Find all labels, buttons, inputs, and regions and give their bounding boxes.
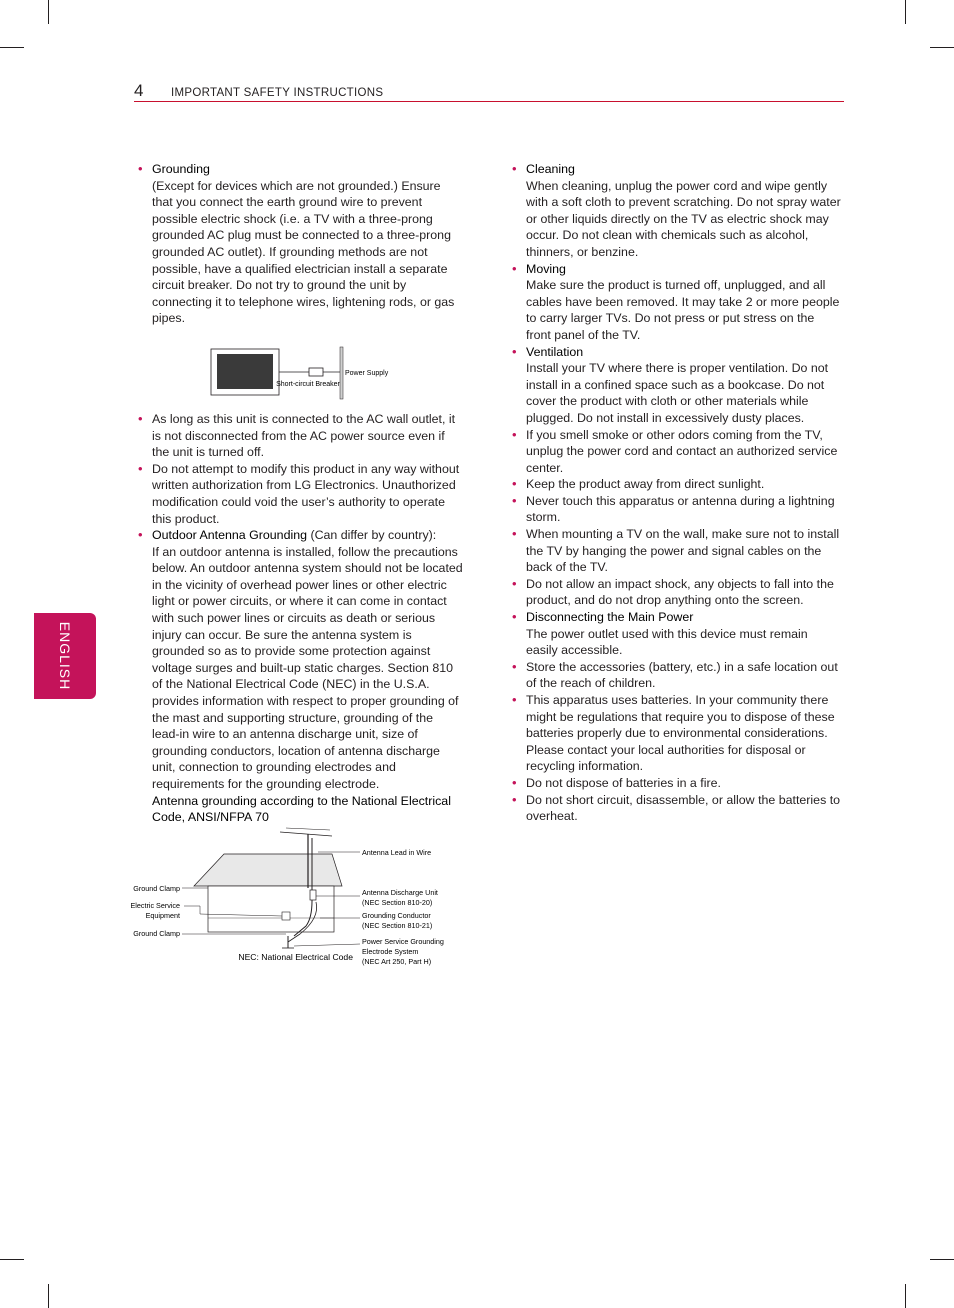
antenna-element	[280, 832, 332, 836]
electric-service-label: Electric Service	[130, 900, 180, 910]
crop-mark	[48, 0, 49, 24]
ground-clamp-bottom-label: Ground Clamp	[133, 928, 180, 938]
electrode-label-2: Electrode System	[362, 946, 419, 956]
ac-wall-item: • As long as this unit is connected to the AC wall outlet, it is not disconnected from the AC power source even if the unit is turned off.	[138, 411, 464, 461]
ground-clamp-top-label: Ground Clamp	[133, 883, 180, 893]
crop-mark	[905, 0, 906, 24]
batteries-item: • This apparatus uses batteries. In your community there might be regulations that require you to dispose of these batteries properly due to environmental considerations. Please contact your local authorities for disposal or recycling information.	[512, 692, 842, 775]
language-tab	[34, 613, 96, 699]
crop-mark	[905, 1284, 906, 1308]
leader-line	[294, 944, 360, 946]
cleaning-heading: • Cleaning	[526, 162, 575, 176]
page-number: 4	[134, 81, 144, 100]
page-header	[134, 81, 844, 102]
disconnecting-body: The power outlet used with this device must remain easily accessible.	[526, 626, 808, 658]
tv-grounding-svg	[138, 327, 464, 411]
tv-grounding-diagram	[138, 327, 464, 411]
electrode-section: (NEC Art 250, Part H)	[362, 956, 432, 966]
power-supply-label: Power Supply	[345, 369, 389, 377]
grounding-body: (Except for devices which are not grounded.) Ensure that you connect the earth ground wire to prevent possible electric shock (i.e. a TV with a three-prong grounded AC plug must be connected to a three-prong grounded AC outlet). If grounding methods are not possible, have a qualified electrician install a separate circuit breaker. Do not try to ground the unit by connecting it to telephone wires, lightening rods, or gas pipes.	[152, 178, 455, 326]
breaker-label: Short-circuit Breaker	[276, 380, 340, 388]
grounding-item	[138, 161, 464, 327]
antenna-element	[286, 828, 330, 830]
moving-heading: • Moving	[526, 261, 566, 276]
outdoor-antenna-heading-suffix: (Can differ by country):	[307, 528, 437, 543]
electrode-label: Power Service Grounding	[362, 936, 444, 946]
sunlight-item: • Keep the product away from direct sunlight.	[512, 476, 842, 493]
discharge-unit-section: (NEC Section 810-20)	[362, 897, 433, 907]
electric-service-label-2: Equipment	[145, 910, 180, 920]
ventilation-body: Install your TV where there is proper ventilation. Do not install in a confined space such as a bookcase. Do not cover the product with cloth or other materials while plugged. Do not install in excessively dusty places.	[526, 361, 829, 425]
right-column	[512, 161, 842, 825]
antenna-grounding-diagram	[124, 826, 464, 978]
ventilation-heading: • Ventilation	[526, 344, 584, 359]
crop-mark	[48, 1284, 49, 1308]
lead-in-wire-label: Antenna Lead in Wire	[362, 847, 432, 857]
language-tab-label: ENGLISH	[57, 621, 73, 691]
lightning-item: • Never touch this apparatus or antenna during a lightning storm.	[512, 493, 842, 526]
disconnecting-item	[512, 609, 842, 659]
tv-screen	[217, 354, 273, 389]
crop-mark	[0, 1259, 24, 1260]
impact-item: • Do not allow an impact shock, any objects to fall into the product, and do not drop anything onto the screen.	[512, 576, 842, 609]
modify-item: • Do not attempt to modify this product in any way without written authorization from LG Electronics. Unauthorized modification could void the user’s authority to operate this product.	[138, 461, 464, 527]
wall-outlet	[340, 347, 343, 399]
crop-mark	[0, 47, 24, 48]
grounding-heading: • Grounding	[152, 162, 210, 176]
crop-mark	[930, 1259, 954, 1260]
antenna-grounding-svg	[124, 826, 464, 978]
smoke-item: • If you smell smoke or other odors coming from the TV, unplug the power cord and contact an authorized service center.	[512, 427, 842, 477]
ventilation-item	[512, 344, 842, 427]
moving-body: Make sure the product is turned off, unplugged, and all cables have been removed. It may take 2 or more people to carry larger TVs. Do not press or put stress on the front panel of the TV.	[526, 278, 840, 342]
left-column	[130, 161, 464, 978]
disconnecting-heading: • Disconnecting the Main Power	[526, 610, 694, 625]
accessories-item: • Store the accessories (battery, etc.) in a safe location out of the reach of children.	[512, 659, 842, 692]
discharge-unit-label: Antenna Discharge Unit	[362, 887, 438, 897]
nec-caption: NEC: National Electrical Code	[238, 951, 353, 962]
crop-mark	[930, 47, 954, 48]
house-roof	[194, 854, 342, 886]
breaker-box	[309, 368, 323, 376]
short-circuit-item: • Do not short circuit, disassemble, or allow the batteries to overheat.	[512, 792, 842, 825]
fire-item: • Do not dispose of batteries in a fire.	[512, 775, 842, 792]
moving-item	[512, 261, 842, 344]
discharge-unit	[310, 890, 316, 900]
cleaning-body: When cleaning, unplug the power cord and wipe gently with a soft cloth to prevent scratching. Do not spray water or other liquids directly on the TV as electric shock may occur. Do not clean with chemicals such as alcohol, thinners, or benzine.	[526, 178, 841, 259]
outdoor-antenna-item	[138, 527, 464, 826]
section-title: IMPORTANT SAFETY INSTRUCTIONS	[171, 87, 384, 99]
cleaning-item	[512, 161, 842, 261]
grounding-conductor-section: (NEC Section 810-21)	[362, 920, 433, 930]
wall-mount-item: • When mounting a TV on the wall, make sure not to install the TV by hanging the power and signal cables on the back of the TV.	[512, 526, 842, 576]
grounding-conductor-label: Grounding Conductor	[362, 910, 431, 920]
service-equipment	[282, 912, 290, 920]
outdoor-antenna-body: If an outdoor antenna is installed, follow the precautions below. An outdoor antenna system should not be located in the vicinity of overhead power lines or other electric light or power circuits, or where it can come in contact with such power lines or circuits as death or serious injury can occur. Be sure the antenna system is grounded so as to provide some protection against voltage surges and built-up static charges. Section 810 of the National Electrical Code (NEC) in the U.S.A. provides information with respect to proper grounding of the mast and supporting structure, grounding of the lead-in wire to an antenna discharge unit, size of grounding conductors, location of antenna discharge unit, connection to grounding electrodes and requirements for the grounding electrode.	[152, 544, 463, 791]
outdoor-antenna-heading: Outdoor Antenna Grounding	[152, 528, 307, 543]
antenna-grounding-subheading: Antenna grounding according to the National Electrical Code, ANSI/NFPA 70	[152, 793, 451, 825]
